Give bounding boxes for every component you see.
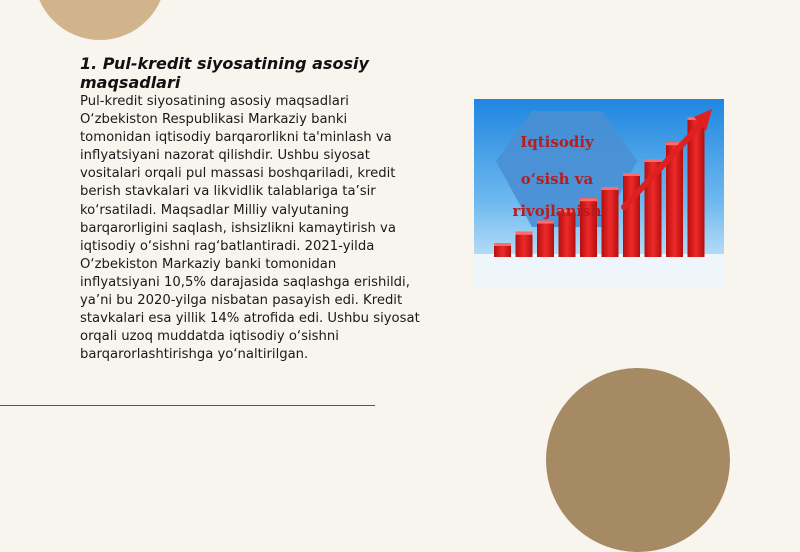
growth-bar-highlight	[494, 243, 511, 246]
decorative-circle-top	[34, 0, 166, 40]
growth-bar-highlight	[516, 232, 533, 235]
divider-line	[0, 405, 375, 406]
growth-bar	[537, 221, 554, 257]
growth-bar	[623, 173, 640, 257]
illustration-label-line3: rivojlanish	[512, 202, 602, 220]
growth-bar-highlight	[645, 159, 662, 162]
illustration-label-line2: o‘sish va	[520, 170, 594, 188]
growth-bar-highlight	[580, 198, 597, 201]
growth-bar-highlight	[602, 187, 619, 190]
growth-bar-highlight	[623, 173, 640, 176]
growth-illustration	[474, 99, 724, 287]
illustration-label-line1: Iqtisodiy	[520, 133, 594, 151]
floor	[474, 254, 724, 287]
growth-bar	[516, 232, 533, 257]
growth-bar-highlight	[537, 221, 554, 224]
growth-bar	[602, 187, 619, 257]
slide-heading: 1. Pul-kredit siyosatining asosiy maqsadlari	[80, 54, 369, 92]
slide-body-text: Pul-kredit siyosatining asosiy maqsadlari O‘zbekiston Respublikasi Markaziy banki tomonidan iqtisodiy barqarorlikni ta'minlash va inflyatsiyani nazorat qilishdir. Ushbu siyosat vositalari orqali pul massasi boshqariladi, kredit berish stavkalari va likvidlik talablariga ta’sir ko‘rsatiladi. Maqsadlar Milliy valyutaning barqarorligini saqlash, ishsizlikni kamaytirish va iqtisodiy o‘sishni rag‘batlantiradi. 2021-yilda O‘zbekiston Markaziy banki tomonidan inflyatsiyani 10,5% darajasida saqlashga erishildi, ya’ni bu 2020-yilga nisbatan pasayish edi. Kredit stavkalari esa yillik 14% atrofida edi. Ushbu siyosat orqali uzoq muddatda iqtisodiy o‘sishni barqarorlashtirishga yo‘naltirilgan.	[80, 94, 420, 363]
decorative-circle-bottom	[546, 368, 730, 552]
